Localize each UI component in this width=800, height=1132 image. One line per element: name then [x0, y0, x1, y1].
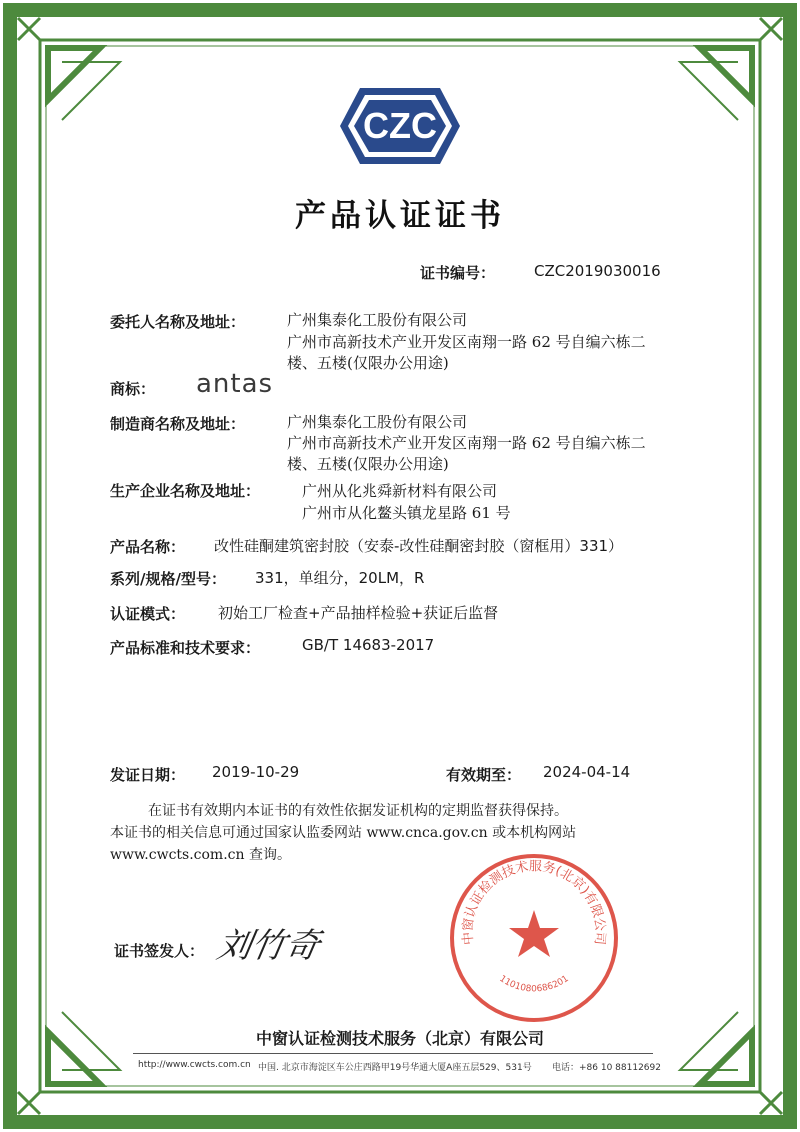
note-line2: 本证书的相关信息可通过国家认监委网站 www.cnca.gov.cn 或本机构网站 [110, 825, 577, 841]
manufacturer-address-line1: 广州市高新技术产业开发区南翔一路 62 号自编六栋二 [287, 434, 646, 452]
factory-name: 广州从化兆舜新材料有限公司 [302, 482, 498, 500]
client-address-line2: 楼、五楼(仅限办公用途) [287, 354, 449, 372]
czc-logo [338, 86, 462, 166]
note-line3: www.cwcts.com.cn 查询。 [110, 847, 291, 863]
signature: 刘竹奇 [213, 926, 323, 966]
footer-address: 中国. 北京市海淀区车公庄西路甲19号华通大厦A座五层529、531号 [258, 1063, 532, 1073]
mode-value: 初始工厂检查+产品抽样检验+获证后监督 [218, 604, 499, 622]
official-seal [444, 848, 624, 1028]
model-value: 331，单组分，20LM，R [255, 569, 425, 587]
model-label: 系列/规格/型号： [110, 570, 226, 588]
note-line1: 在证书有效期内本证书的有效性依据发证机构的定期监督获得保持。 [148, 803, 568, 819]
standard-value: GB/T 14683-2017 [302, 636, 435, 654]
client-address-line1: 广州市高新技术产业开发区南翔一路 62 号自编六栋二 [287, 333, 646, 351]
seal-number: 1101080686201 [497, 974, 571, 995]
issuer-name: 中窗认证检测技术服务（北京）有限公司 [255, 1029, 544, 1048]
issue-date-value: 2019-10-29 [212, 763, 300, 781]
footer-website: http://www.cwcts.com.cn [138, 1060, 251, 1070]
manufacturer-label: 制造商名称及地址： [110, 415, 246, 433]
valid-until-value: 2024-04-14 [543, 763, 631, 781]
footer-phone: 电话：+86 10 88112692 [552, 1063, 661, 1073]
trademark-logo: antas [196, 369, 274, 399]
client-label: 委托人名称及地址： [110, 313, 246, 331]
certificate-no-label: 证书编号： [420, 264, 496, 282]
factory-label: 生产企业名称及地址： [110, 482, 261, 500]
svg-text:CZC: CZC [363, 105, 437, 146]
seal-text: 中窗认证检测技术服务(北京)有限公司 [460, 859, 608, 946]
product-label: 产品名称： [110, 538, 186, 556]
client-name: 广州集泰化工股份有限公司 [287, 311, 468, 329]
footer-divider [133, 1053, 653, 1054]
trademark-label: 商标： [110, 380, 156, 398]
factory-address: 广州市从化鳌头镇龙星路 61 号 [302, 504, 511, 522]
manufacturer-address-line2: 楼、五楼(仅限办公用途) [287, 455, 449, 473]
issue-date-label: 发证日期： [110, 766, 186, 784]
valid-until-label: 有效期至： [446, 766, 522, 784]
mode-label: 认证模式： [110, 605, 186, 623]
standard-label: 产品标准和技术要求： [110, 639, 261, 657]
certificate-no-value: CZC2019030016 [534, 262, 661, 280]
signer-label: 证书签发人： [114, 942, 205, 960]
product-value: 改性硅酮建筑密封胶（安泰-改性硅酮密封胶（窗框用）331） [214, 537, 624, 555]
manufacturer-name: 广州集泰化工股份有限公司 [287, 413, 468, 431]
certificate-title: 产品认证证书 [295, 198, 505, 234]
seal-star-icon [509, 910, 559, 957]
